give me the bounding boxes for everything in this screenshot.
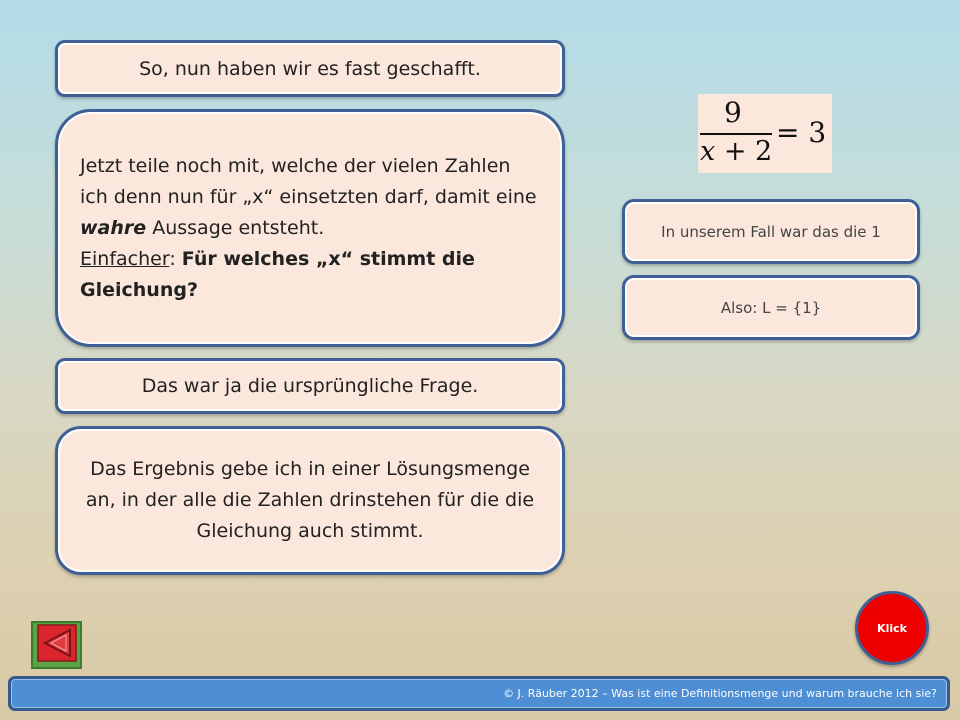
core-question: Für welches „x“ stimmt die Gleichung? xyxy=(80,247,475,301)
equation-numerator: 9 xyxy=(724,96,742,129)
question-text-part2: Aussage entsteht. xyxy=(146,216,325,239)
intro-textbox xyxy=(55,40,565,97)
back-button[interactable] xyxy=(31,621,82,669)
question-text-part1: Jetzt teile noch mit, welche der vielen Zahlen ich denn nun für „x“ einsetzten darf, damit eine xyxy=(80,154,537,208)
equation-rhs: = 3 xyxy=(776,116,827,149)
equation-variable: x xyxy=(700,136,716,167)
solution-set-result-text: Also: L = {1} xyxy=(720,298,822,317)
question-emphasis: wahre xyxy=(80,216,147,239)
klick-label: Klick xyxy=(877,621,907,635)
solution-set-result-textbox xyxy=(622,275,920,340)
question-textbox xyxy=(55,109,565,347)
question-paragraph xyxy=(80,151,540,306)
original-question-textbox xyxy=(55,358,565,414)
original-question-text: Das war ja die ursprüngliche Frage. xyxy=(141,375,479,397)
footer-bar xyxy=(8,676,950,711)
solution-set-textbox xyxy=(55,426,565,575)
klick-button[interactable] xyxy=(855,591,929,665)
footer-copyright: © J. Räuber 2012 – Was ist eine Definitionsmenge und warum brauche ich sie? xyxy=(503,687,937,700)
triangle-left-icon xyxy=(37,624,77,666)
easier-label: Einfacher xyxy=(80,247,170,270)
equation-denominator xyxy=(700,136,772,167)
intro-text: So, nun haben wir es fast geschafft. xyxy=(139,57,481,80)
equation-denominator-rest: + 2 xyxy=(715,136,773,167)
equation xyxy=(698,94,832,173)
fraction-bar xyxy=(700,133,772,135)
answer-text: In unserem Fall war das die 1 xyxy=(661,222,881,241)
solution-set-text: Das Ergebnis gebe ich in einer Lösungsmenge an, in der alle die Zahlen drinstehen für die die Gleichung auch stimmt. xyxy=(85,458,535,542)
answer-textbox xyxy=(622,199,920,264)
easier-colon: : xyxy=(169,247,182,270)
